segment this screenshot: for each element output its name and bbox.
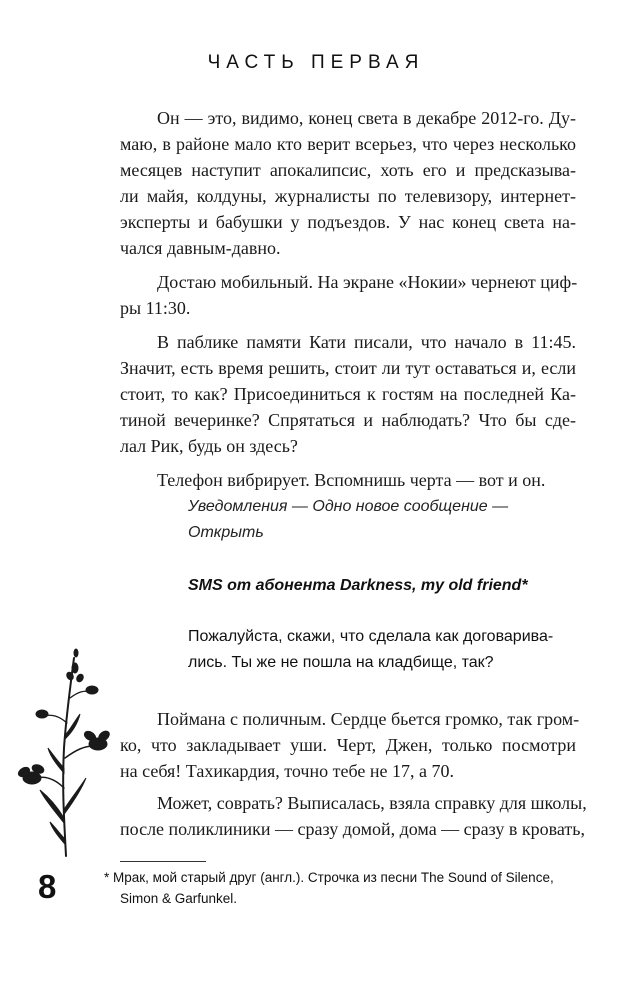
text-line: ли майя, колдуны, журналисты по телевизору, интернет- <box>120 186 576 206</box>
text-line: месяцев наступит апокалипсис, хоть его и предсказыва- <box>120 160 576 180</box>
page-number: 8 <box>38 868 57 905</box>
text-line: лал Рик, будь он здесь? <box>120 436 298 456</box>
text-line: на себя! Тахикардия, точно тебе не 17, а 70. <box>120 761 454 781</box>
footnote-divider <box>120 861 206 862</box>
text-line: стоит, то как? Присоединиться к гостям на последней Ка- <box>120 384 576 404</box>
sms-line: лись. Ты же не пошла на кладбище, так? <box>188 654 494 671</box>
notification-line: Уведомления — Одно новое сообщение — <box>188 498 509 515</box>
body-text-part2 <box>120 706 587 842</box>
text-line: тиной вечеринке? Спрятаться и наблюдать? Что бы сде- <box>120 410 576 430</box>
footnote <box>104 867 582 909</box>
text-line: Телефон вибрирует. Вспомнишь черта — вот и он. <box>157 470 546 490</box>
text-line: чался давным-давно. <box>120 238 281 258</box>
chapter-title: ЧАСТЬ ПЕРВАЯ <box>207 52 425 73</box>
notification-line: Открыть <box>188 524 264 541</box>
text-line: ко, что закладывает уши. Черт, Джен, только посмотри <box>120 735 576 755</box>
footnote-line: Simon & Garfunkel. <box>120 891 238 906</box>
text-line: Значит, есть время решить, стоит ли тут оставаться и, если <box>120 358 576 378</box>
text-line: маю, в районе мало кто верит всерьез, что через несколько <box>120 134 576 154</box>
footnote-line: * Мрак, мой старый друг (англ.). Строчка из песни The Sound of Silence, <box>104 870 554 885</box>
text-line: Поймана с поличным. Сердце бьется громко, так гром- <box>157 709 580 729</box>
sms-header: SMS от абонента Darkness, my old friend* <box>188 577 528 594</box>
text-line: Может, соврать? Выписалась, взяла справку для школы, <box>157 793 587 813</box>
sms-line: Пожалуйста, скажи, что сделала как договарива- <box>188 628 554 645</box>
text-line: эксперты и бабушки у подъездов. У нас конец света на- <box>120 212 576 232</box>
text-line: В паблике памяти Кати писали, что начало в 11:45. <box>157 332 576 352</box>
text-line: после поликлиники — сразу домой, дома — сразу в кровать, <box>120 819 585 839</box>
text-line: Достаю мобильный. На экране «Нокии» чернеют циф- <box>157 272 578 292</box>
body-text-part1 <box>120 105 576 493</box>
text-line: Он — это, видимо, конец света в декабре 2012-го. Ду- <box>157 108 576 128</box>
flower-sprig-icon <box>14 638 114 858</box>
sms-message <box>188 624 578 676</box>
phone-notification <box>188 494 578 546</box>
text-line: ры 11:30. <box>120 298 191 318</box>
